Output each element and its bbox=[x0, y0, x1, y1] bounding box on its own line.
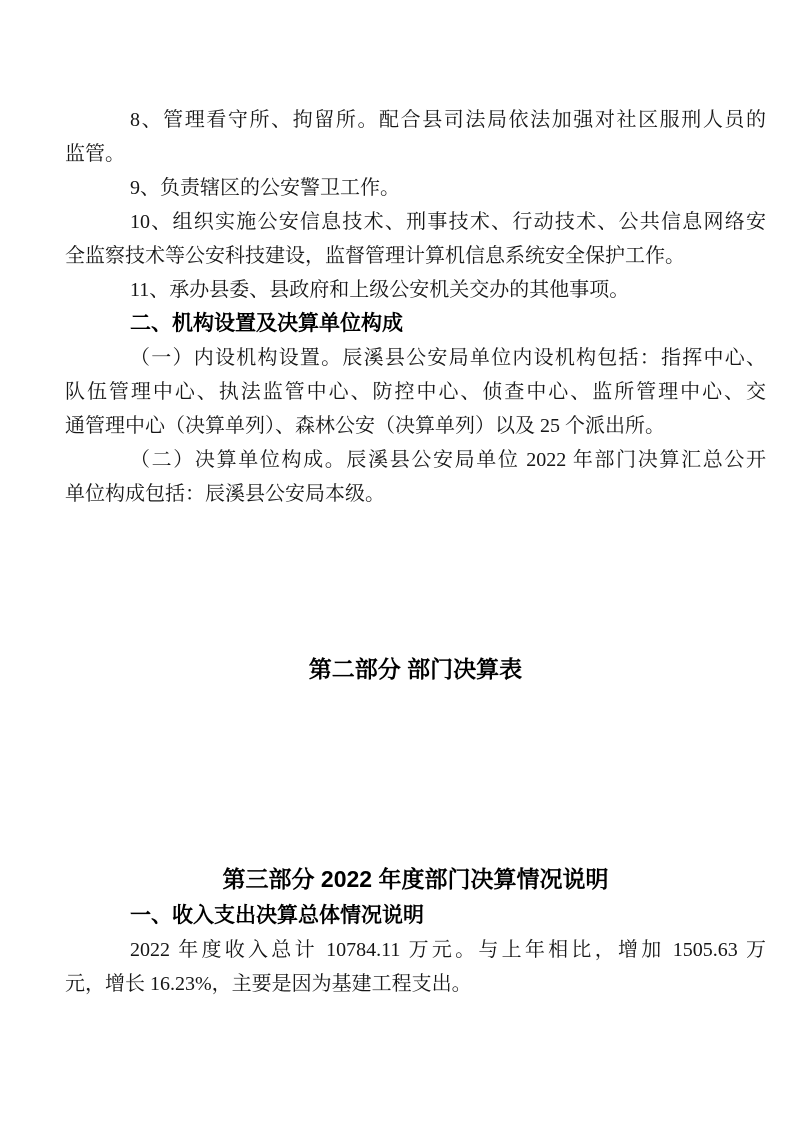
summary-heading: 一、收入支出决算总体情况说明 bbox=[130, 904, 424, 927]
duty-item-11: 11、承办县委、县政府和上级公安机关交办的其他事项。 bbox=[130, 279, 630, 301]
duty-item-8-line-2: 监管。 bbox=[65, 143, 125, 165]
duty-item-10-line-2: 全监察技术等公安科技建设，监督管理计算机信息系统安全保护工作。 bbox=[65, 245, 685, 267]
org-para-1-line-1: （一）内设机构设置。辰溪县公安局单位内设机构包括：指挥中心、 bbox=[130, 347, 766, 369]
org-para-2-line-2: 单位构成包括：辰溪县公安局本级。 bbox=[65, 483, 385, 505]
duty-item-8-line-1: 8、管理看守所、拘留所。配合县司法局依法加强对社区服刑人员的 bbox=[130, 109, 766, 131]
part2-title: 第二部分 部门决算表 bbox=[308, 656, 523, 682]
org-section-heading: 二、机构设置及决算单位构成 bbox=[130, 312, 403, 335]
summary-para-line-2: 元，增长 16.23%，主要是因为基建工程支出。 bbox=[65, 973, 472, 995]
org-para-1-line-3: 通管理中心（决算单列）、森林公安（决算单列）以及 25 个派出所。 bbox=[65, 415, 665, 437]
summary-para-line-1: 2022 年度收入总计 10784.11 万元。与上年相比，增加 1505.63 万 bbox=[130, 939, 766, 961]
org-para-2-line-1: （二）决算单位构成。辰溪县公安局单位 2022 年部门决算汇总公开 bbox=[130, 449, 766, 471]
duty-item-10-line-1: 10、组织实施公安信息技术、刑事技术、行动技术、公共信息网络安 bbox=[130, 211, 766, 233]
duty-item-9: 9、负责辖区的公安警卫工作。 bbox=[130, 177, 400, 199]
part3-title: 第三部分 2022 年度部门决算情况说明 bbox=[222, 866, 609, 892]
org-para-1-line-2: 队伍管理中心、执法监管中心、防控中心、侦查中心、监所管理中心、交 bbox=[65, 381, 766, 403]
